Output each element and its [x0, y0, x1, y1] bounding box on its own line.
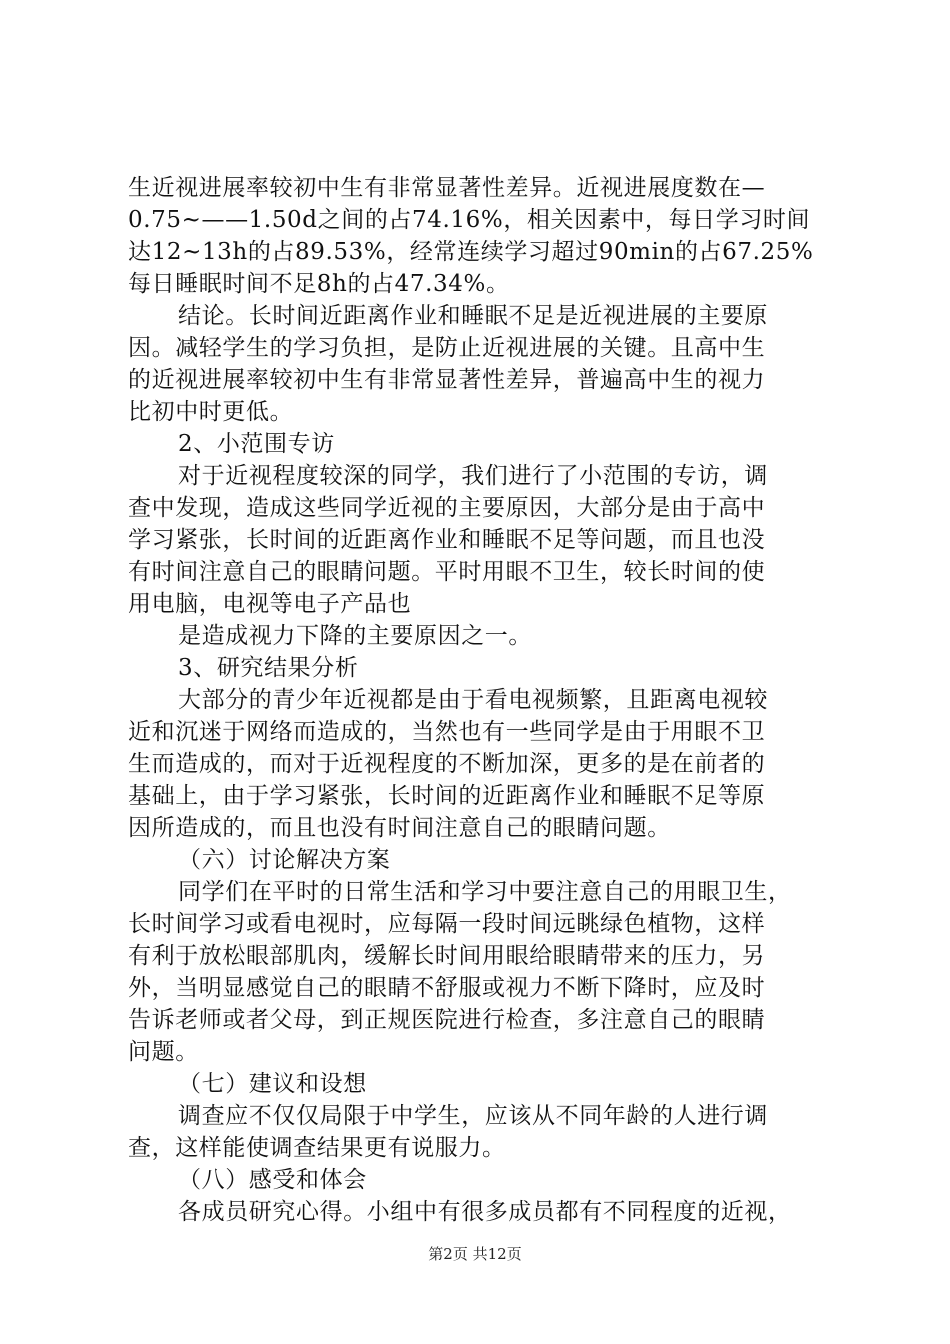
- text-line: 的近视进展率较初中生有非常显著性差异，普遍高中生的视力: [128, 367, 766, 393]
- text-line: 学习紧张，长时间的近距离作业和睡眠不足等问题，而且也没: [128, 527, 766, 553]
- text-line: 查中发现，造成这些同学近视的主要原因，大部分是由于高中: [128, 495, 766, 521]
- text-line: 告诉老师或者父母，到正规医院进行检查，多注意自己的眼睛: [128, 1007, 766, 1033]
- text-line: 有利于放松眼部肌肉，缓解长时间用眼给眼睛带来的压力，另: [128, 943, 766, 969]
- text-line: （七）建议和设想: [178, 1071, 367, 1097]
- text-line: 问题。: [128, 1039, 199, 1065]
- text-line: 2、小范围专访: [178, 431, 335, 457]
- text-line: 同学们在平时的日常生活和学习中要注意自己的用眼卫生，: [178, 879, 792, 905]
- text-line: 长时间学习或看电视时，应每隔一段时间远眺绿色植物，这样: [128, 911, 766, 937]
- document-body: [128, 172, 828, 1228]
- text-line: 有时间注意自己的眼睛问题。平时用眼不卫生，较长时间的使: [128, 559, 766, 585]
- text-line: 大部分的青少年近视都是由于看电视频繁，且距离电视较: [178, 687, 768, 713]
- text-line: 外，当明显感觉自己的眼睛不舒服或视力不断下降时，应及时: [128, 975, 766, 1001]
- text-line: 0.75~——1.50d之间的占74.16%，相关因素中，每日学习时间: [128, 207, 811, 233]
- text-line: 对于近视程度较深的同学，我们进行了小范围的专访，调: [178, 463, 768, 489]
- text-line: 生近视进展率较初中生有非常显著性差异。近视进展度数在—: [128, 175, 766, 201]
- text-line: 因所造成的，而且也没有时间注意自己的眼睛问题。: [128, 815, 671, 841]
- text-line: 因。减轻学生的学习负担，是防止近视进展的关键。且高中生: [128, 335, 766, 361]
- text-line: 调查应不仅仅局限于中学生，应该从不同年龄的人进行调: [178, 1103, 768, 1129]
- text-line: 各成员研究心得。小组中有很多成员都有不同程度的近视，: [178, 1199, 792, 1225]
- text-line: 是造成视力下降的主要原因之一。: [178, 623, 532, 649]
- text-line: 每日睡眠时间不足8h的占47.34%。: [128, 271, 510, 297]
- text-line: 3、研究结果分析: [178, 655, 359, 681]
- text-line: （八）感受和体会: [178, 1167, 367, 1193]
- text-line: 用电脑，电视等电子产品也: [128, 591, 412, 617]
- text-line: 达12~13h的占89.53%，经常连续学习超过90min的占67.25%: [128, 239, 814, 265]
- text-line: 近和沉迷于网络而造成的，当然也有一些同学是由于用眼不卫: [128, 719, 766, 745]
- text-line: 生而造成的，而对于近视程度的不断加深，更多的是在前者的: [128, 751, 766, 777]
- text-line: 查，这样能使调查结果更有说服力。: [128, 1135, 506, 1161]
- text-line: 基础上，由于学习紧张，长时间的近距离作业和睡眠不足等原: [128, 783, 766, 809]
- text-line: 比初中时更低。: [128, 399, 294, 425]
- text-line: 结论。长时间近距离作业和睡眠不足是近视进展的主要原: [178, 303, 768, 329]
- page-footer: 第2页 共12页: [428, 1245, 522, 1263]
- text-line: （六）讨论解决方案: [178, 847, 391, 873]
